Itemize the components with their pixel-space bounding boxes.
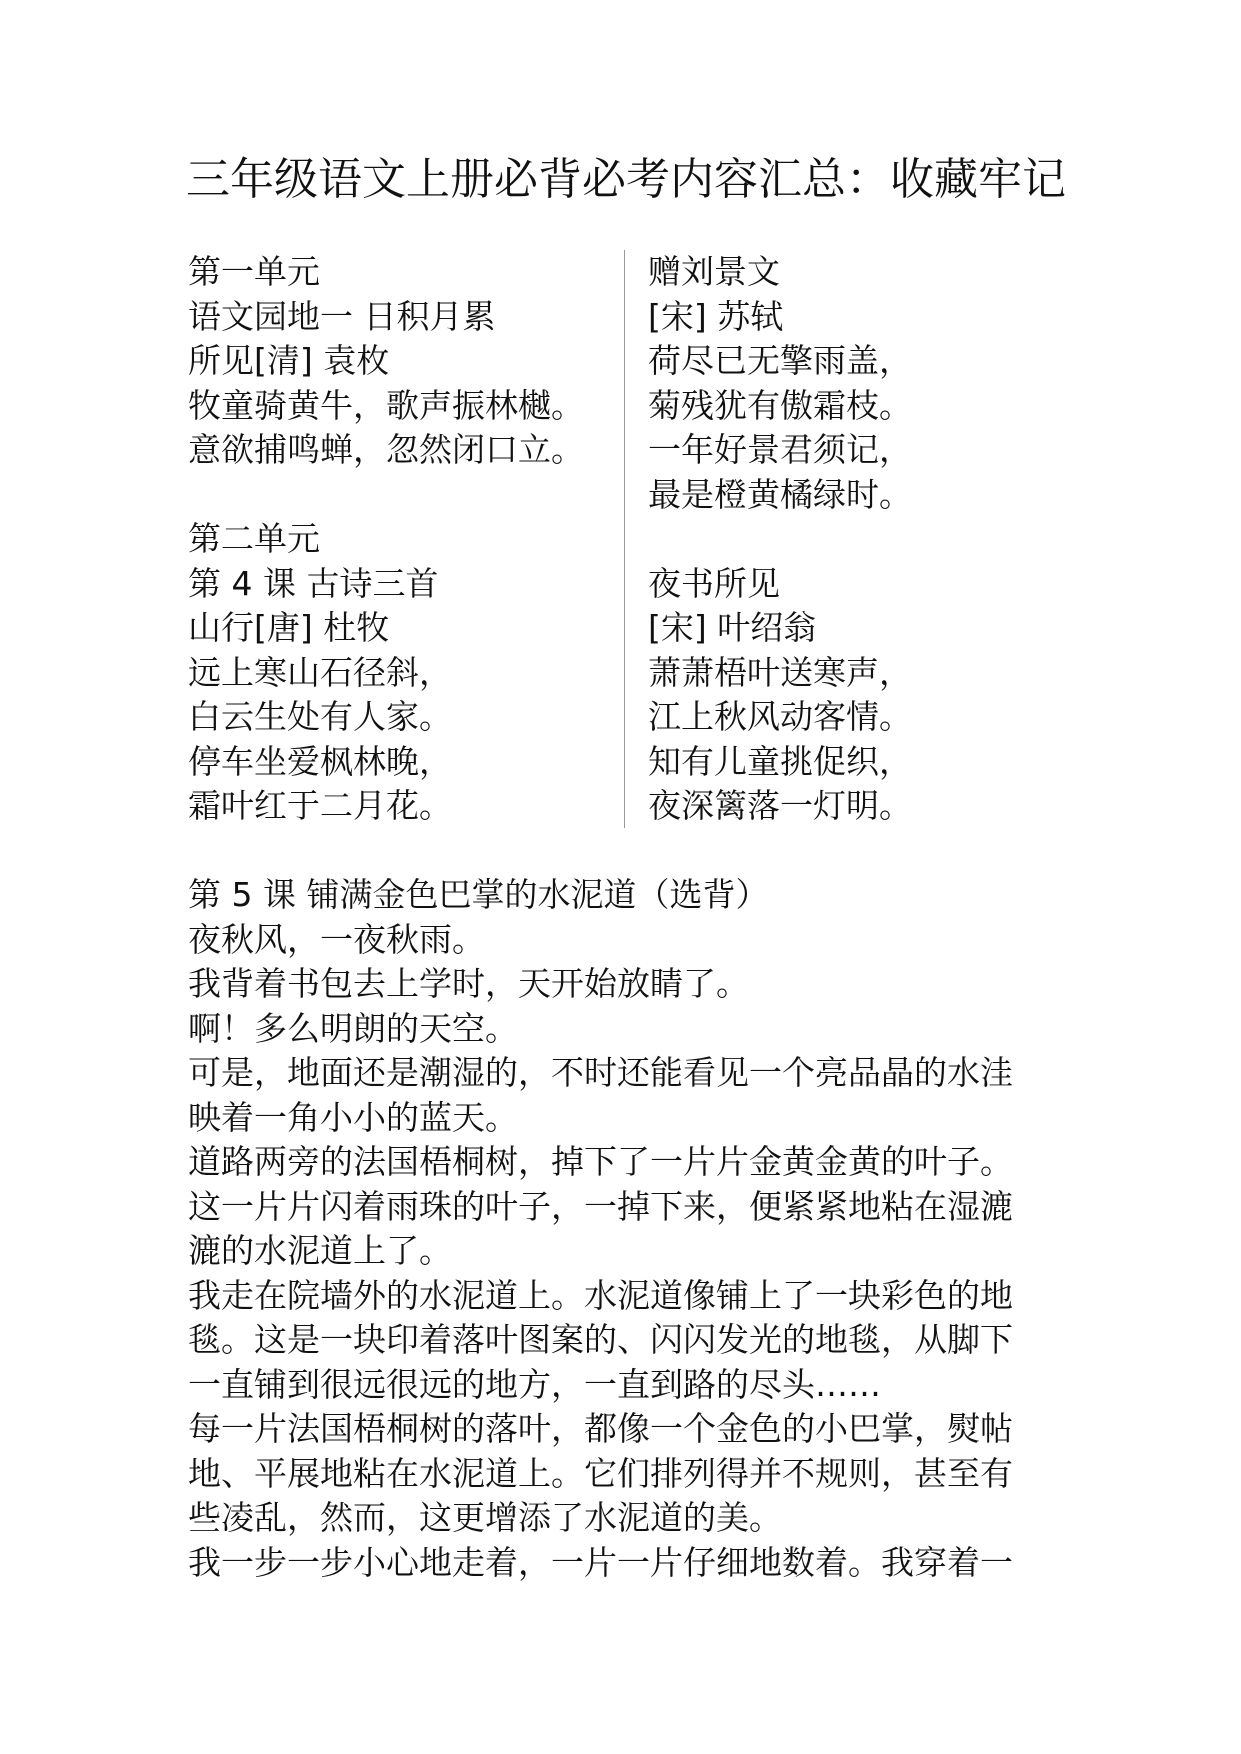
poem3-line: 菊残犹有傲霜枝。 [648,385,912,425]
lesson5-text-line: 啊！多么明朗的天空。 [188,1008,518,1048]
poem1-title: 所见[清] 袁枚 [188,341,390,380]
lesson5-text-line: 夜秋风，一夜秋雨。 [188,919,485,959]
lesson5-text-line: 一直铺到很远很远的地方，一直到路的尽头…… [188,1364,881,1404]
poem3-title: 赠刘景文 [648,252,780,291]
poem1-line: 牧童骑黄牛，歌声振林樾。 [188,385,584,425]
poem1-line: 意欲捕鸣蝉，忽然闭口立。 [188,430,584,469]
lesson5-text-line: 地、平展地粘在水泥道上。它们排列得并不规则，甚至有 [188,1453,1013,1493]
page-title: 三年级语文上册必背必考内容汇总：收藏牢记 [186,154,1066,205]
poem3-line: 最是橙黄橘绿时。 [648,474,912,514]
lesson5-text-line: 些凌乱，然而，这更增添了水泥道的美。 [188,1498,782,1537]
poem4-line: 夜深篱落一灯明。 [648,786,912,825]
lesson5-text-line: 道路两旁的法国梧桐树，掉下了一片片金黄金黄的叶子。 [188,1142,1013,1181]
poem3-line: 荷尽已无擎雨盖， [648,341,912,380]
right-column [648,250,1068,829]
lesson4-title: 第 4 课 古诗三首 [188,563,439,603]
left-column [188,250,608,829]
poem4-line: 知有儿童挑促织， [648,741,912,781]
lesson5-text-line: 毯。这是一块印着落叶图案的、闪闪发光的地毯，从脚下 [188,1320,1013,1359]
poem4-line: 江上秋风动客情。 [648,697,912,736]
lesson5-text-line: 可是，地面还是潮湿的，不时还能看见一个亮品晶的水洼 [188,1053,1013,1092]
unit1-subheading: 语文园地一 日积月累 [188,296,496,336]
poem2-line: 远上寒山石径斜， [188,652,452,692]
lesson5-title: 第 5 课 铺满金色巴掌的水泥道（选背） [188,875,769,914]
poem2-line: 霜叶红于二月花。 [188,786,452,825]
lesson5-text-line: 这一片片闪着雨珠的叶子，一掉下来，便紧紧地粘在湿漉 [188,1186,1013,1226]
lesson5-text-line: 我走在院墙外的水泥道上。水泥道像铺上了一块彩色的地 [188,1275,1013,1315]
unit1-heading: 第一单元 [188,252,320,291]
lesson5-text-line: 映着一角小小的蓝天。 [188,1097,518,1137]
poem2-line: 白云生处有人家。 [188,697,452,736]
lesson5-text-line: 每一片法国梧桐树的落叶，都像一个金色的小巴掌，熨帖 [188,1409,1013,1448]
poem4-author: [宋] 叶绍翁 [648,608,817,647]
lesson5-section [188,873,1068,1585]
poem4-title: 夜书所见 [648,563,780,603]
poem2-line: 停车坐爱枫林晚， [188,741,452,781]
unit2-heading: 第二单元 [188,519,320,558]
lesson5-text-line: 漉的水泥道上了。 [188,1231,452,1270]
poem4-line: 萧萧梧叶送寒声， [648,652,912,692]
lesson5-text-line: 我背着书包去上学时，天开始放睛了。 [188,964,749,1003]
lesson5-text-line: 我一步一步小心地走着，一片一片仔细地数着。我穿着一 [188,1542,1013,1582]
poem3-line: 一年好景君须记， [648,430,912,469]
poem2-title: 山行[唐] 杜牧 [188,608,390,647]
poem3-author: [宋] 苏轼 [648,296,784,336]
column-divider [624,250,625,828]
